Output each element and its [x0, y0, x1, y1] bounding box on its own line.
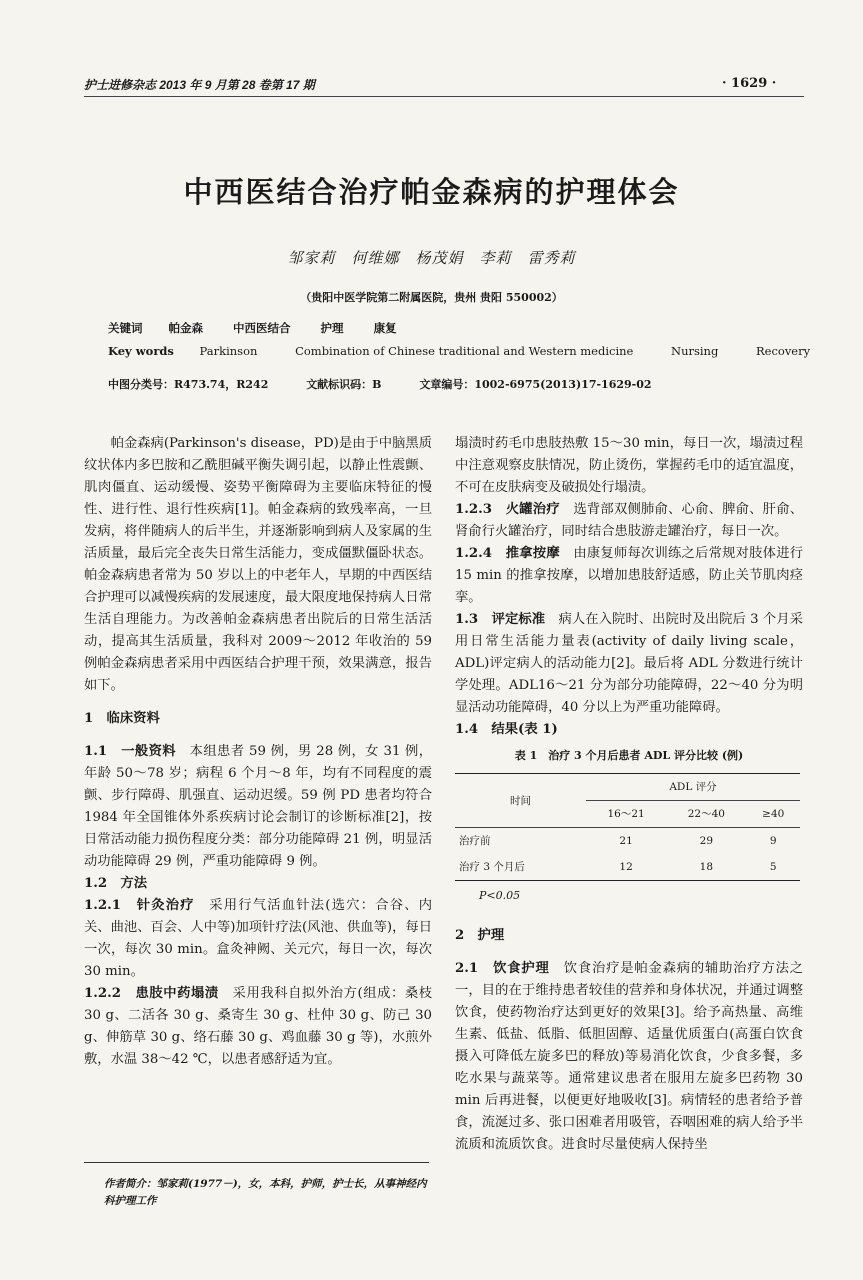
- paragraph: [455, 958, 803, 1156]
- table-cell: 12: [619, 861, 633, 873]
- subheading: 1.1 一般资料: [84, 744, 176, 759]
- keyword: Combination of Chinese traditional and Western medicine: [295, 344, 634, 358]
- paragraph-text: 选背部双侧肺俞、心俞、脾俞、肝俞、肾俞行火罐治疗，同时结合患肢游走罐治疗，每日一次。: [455, 502, 804, 539]
- section-heading: 1 临床资料: [84, 711, 160, 726]
- keyword: Parkinson: [199, 344, 258, 358]
- subheading: 1.2.1 针灸治疗: [84, 898, 195, 913]
- article-number: 文章编号：1002-6975(2013)17-1629-02: [419, 378, 652, 391]
- table-header: ≥40: [762, 808, 785, 820]
- journal-header: 护士进修杂志 2013 年 9 月第 28 卷第 17 期: [84, 78, 315, 92]
- author-footnote: 作者简介：邹家莉(1977－)，女，本科，护师，护士长，从事神经内科护理工作: [104, 1178, 427, 1207]
- keyword: 帕金森: [168, 321, 204, 335]
- keywords-en: [108, 344, 844, 358]
- affiliation: （贵阳中医学院第二附属医院，贵州 贵阳 550002）: [300, 291, 563, 304]
- paragraph: [84, 983, 432, 1071]
- classification-line: [108, 376, 686, 392]
- table-row: [455, 854, 800, 881]
- table-header-time: 时间: [455, 774, 586, 828]
- paragraph-text: 采用我科自拟外治方(组成：桑枝 30 g、二活各 30 g、桑寄生 30 g、杜仲 30 g、防己 30 g、伸筋草 30 g、络石藤 30 g、鸡血藤 30 g 等)，水煎外敷，水温 38～42 ℃，以患者感舒适为宜。: [84, 986, 433, 1067]
- keywords-cn-label: 关键词: [108, 321, 143, 335]
- keyword: 康复: [373, 321, 397, 335]
- table-cell: 治疗前: [459, 835, 491, 847]
- subheading: 2.1 饮食护理: [455, 961, 550, 976]
- document-code: 文献标识码：B: [306, 378, 382, 391]
- table-header: 22～40: [687, 808, 725, 820]
- article-title: 中西医结合治疗帕金森病的护理体会: [183, 175, 680, 209]
- section-heading: 2 护理: [455, 928, 505, 943]
- subheading: 1.3 评定标准: [455, 612, 546, 627]
- keyword: 中西医结合: [233, 321, 291, 335]
- keyword: 护理: [320, 321, 344, 335]
- subheading: 1.2.2 患肢中药塌渍: [84, 986, 219, 1001]
- paragraph-text: 由康复师每次训练之后常规对肢体进行 15 min 的推拿按摩，以增加患肢舒适感，防止关节肌肉痉挛。: [455, 546, 804, 605]
- table-row: [455, 828, 800, 855]
- clc-number: 中图分类号：R473.74，R242: [108, 378, 269, 391]
- table-cell: 治疗 3 个月后: [459, 861, 525, 873]
- table-caption: 表 1 治疗 3 个月后患者 ADL 评分比较 (例): [514, 749, 744, 762]
- paragraph-text: 饮食治疗是帕金森病的辅助治疗方法之一，目的在于维持患者较佳的营养和身体状况，并通过调整饮食，使药物治疗达到更好的效果[3]。给予高热量、高维生素、低盐、低脂、低胆固醇、适量优质蛋白(高蛋白饮食摄入可降低左旋多巴的释放)等易消化饮食，少食多餐，多吃水果与蔬菜等。通常建议患者在服用左旋多巴药物 30 min 后再进餐，以便更好地吸收[3]。病情轻的患者给予普食，流涎过多、张口困难者用吸管，吞咽困难的病人给予半流质和流质饮食。进食时尽量使病人保持坐: [455, 961, 804, 1152]
- table-cell: 21: [619, 835, 633, 847]
- subheading: 1.2.4 推拿按摩: [455, 546, 560, 561]
- paragraph: [455, 543, 803, 609]
- paragraph: [84, 895, 432, 983]
- authors: 邹家莉 何维娜 杨茂娟 李莉 雷秀莉: [287, 249, 576, 267]
- footnote-rule: [84, 1162, 429, 1163]
- table-cell: 5: [769, 861, 777, 873]
- paragraph: [455, 499, 803, 543]
- keyword: Recovery: [755, 344, 811, 358]
- table-header: 16～21: [607, 808, 645, 820]
- right-column: [455, 433, 803, 1156]
- paragraph: [84, 741, 432, 873]
- table-cell: 9: [769, 835, 777, 847]
- keywords-en-label: Key words: [108, 344, 174, 358]
- paragraph-text: 采用行气活血针法(选穴：合谷、内关、曲池、百会、人中等)加项针疗法(风池、供血等)，每日一次，每次 30 min。盒灸神阙、关元穴，每日一次，每次 30 min。: [84, 898, 433, 979]
- subsection-heading: 1.2 方法: [84, 876, 148, 891]
- table-header-group: ADL 评分: [586, 774, 800, 801]
- adl-table: [455, 773, 800, 881]
- intro-paragraph: 帕金森病(Parkinson's disease，PD)是由于中脑黑质纹状体内多巴胺和乙酰胆碱平衡失调引起，以静止性震颤、肌肉僵直、运动缓慢、姿势平衡障碍为主要临床特征的慢性、进行性、退行性疾病[1]。帕金森病的致残率高，一旦发病，将伴随病人的后半生，并逐渐影响到病人及家属的生活质量，最后完全丧失日常生活能力，变成僵默僵卧状态。帕金森病患者常为 50 岁以上的中老年人，早期的中西医结合护理可以减慢疾病的发展速度，最大限度地保持病人日常生活自理能力。为改善帕金森病患者出院后的日常生活活动，提高其生活质量，我科对 2009～2012 年收治的 59 例帕金森病患者采用中西医结合护理干预，效果满意，报告如下。: [84, 436, 432, 693]
- page-number: · 1629 ·: [722, 76, 777, 91]
- paragraph-text: 病人在入院时、出院时及出院后 3 个月采用日常生活能力量表(activity of daily living scale，ADL)评定病人的活动能力[2]。最后将 ADL 分数进行统计学处理。ADL16～21 分为部分功能障碍，22～40 分为明显活动功能障碍，40 分以上为严重功能障碍。: [455, 612, 803, 715]
- left-column: [84, 433, 432, 1071]
- paragraph-text: 本组患者 59 例，男 28 例，女 31 例，年龄 50～78 岁；病程 6 个月～8 年，均有不同程度的震颤、步行障碍、肌强直、运动迟缓。59 例 PD 患者均符合 1984 年全国锥体外系疾病讨论会制订的诊断标准[2]，按日常活动能力损伤程度分类：部分功能障碍 21 例，明显活动功能障碍 29 例，严重功能障碍 9 例。: [84, 744, 433, 869]
- paragraph: [455, 609, 803, 719]
- table-note: P<0.05: [479, 889, 521, 902]
- header-rule: [84, 96, 804, 97]
- keywords-cn: [108, 320, 423, 336]
- subheading: 1.2.3 火罐治疗: [455, 502, 560, 517]
- subsection-heading: 1.4 结果(表 1): [455, 722, 558, 737]
- keyword: Nursing: [671, 344, 719, 358]
- paragraph: 塌渍时药毛巾患肢热敷 15～30 min，每日一次，塌渍过程中注意观察皮肤情况，防止烫伤，掌握药毛巾的适宜温度，不可在皮肤病变及破损处行塌渍。: [455, 436, 803, 495]
- table-cell: 29: [699, 835, 714, 847]
- table-cell: 18: [699, 861, 714, 873]
